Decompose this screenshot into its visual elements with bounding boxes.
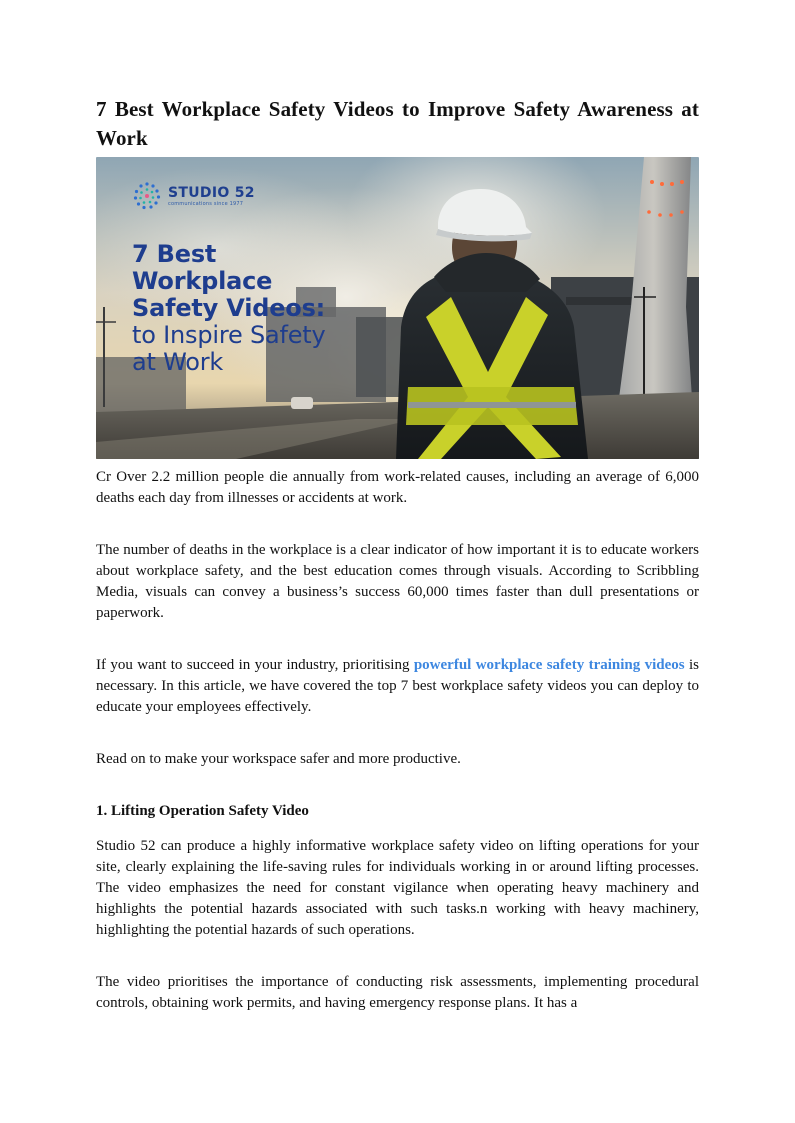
- hero-title-line: Workplace: [132, 267, 273, 295]
- deaths-paragraph: The number of deaths in the workplace is a clear indicator of how important it is to educate workers about workplace safety, and the best education comes through visuals. According to Scribbling Media, visuals can convey a business’s success 60,000 times faster than dull presentations or paperwork.: [96, 542, 699, 621]
- hero-title-line: at Work: [132, 348, 224, 376]
- hero-image: [96, 157, 699, 459]
- section-heading: 1. Lifting Operation Safety Video: [96, 803, 309, 819]
- logo-tagline: communications since 1977: [168, 200, 244, 207]
- section1-paragraph-2: The video prioritises the importance of conducting risk assessments, implementing procedural controls, obtaining work permits, and having emergency response plans. It has a: [96, 974, 699, 1011]
- safety-training-videos-link[interactable]: powerful workplace safety training videos: [413, 657, 685, 673]
- article-title: 7 Best Workplace Safety Videos to Improve Safety Awareness at Work: [96, 97, 699, 150]
- studio52-logo: [132, 181, 255, 211]
- logo-dots-icon: [132, 181, 162, 211]
- intro-paragraph: Cr Over 2.2 million people die annually from work-related causes, including an average of 6,000 deaths each day from illnesses or accidents at work.: [96, 469, 699, 506]
- hero-title: [132, 241, 326, 376]
- hero-title-line: to Inspire Safety: [132, 321, 326, 349]
- prioritise-text-before: If you want to succeed in your industry, prioritising: [96, 657, 414, 673]
- prioritise-paragraph: [96, 655, 699, 718]
- section1-paragraph-1: Studio 52 can produce a highly informative workplace safety video on lifting operations for your site, clearly explaining the life-saving rules for individuals working in or around lifting processes. The video emphasizes the need for constant vigilance when operating heavy machinery and highlights the potential hazards associated with such tasks.n working with heavy machinery, highlighting the potential hazards of such operations.: [96, 838, 699, 938]
- hero-title-line: 7 Best: [132, 240, 217, 268]
- read-on-paragraph: Read on to make your workspace safer and more productive.: [96, 751, 461, 767]
- prioritise-text-after: is necessary. In this article, we have covered the top 7 best workplace safety videos you can deploy to educate your employees effectively.: [96, 657, 699, 715]
- logo-name: STUDIO 52: [168, 184, 255, 201]
- hero-title-line: Safety Videos:: [132, 294, 326, 322]
- article: [96, 95, 699, 1014]
